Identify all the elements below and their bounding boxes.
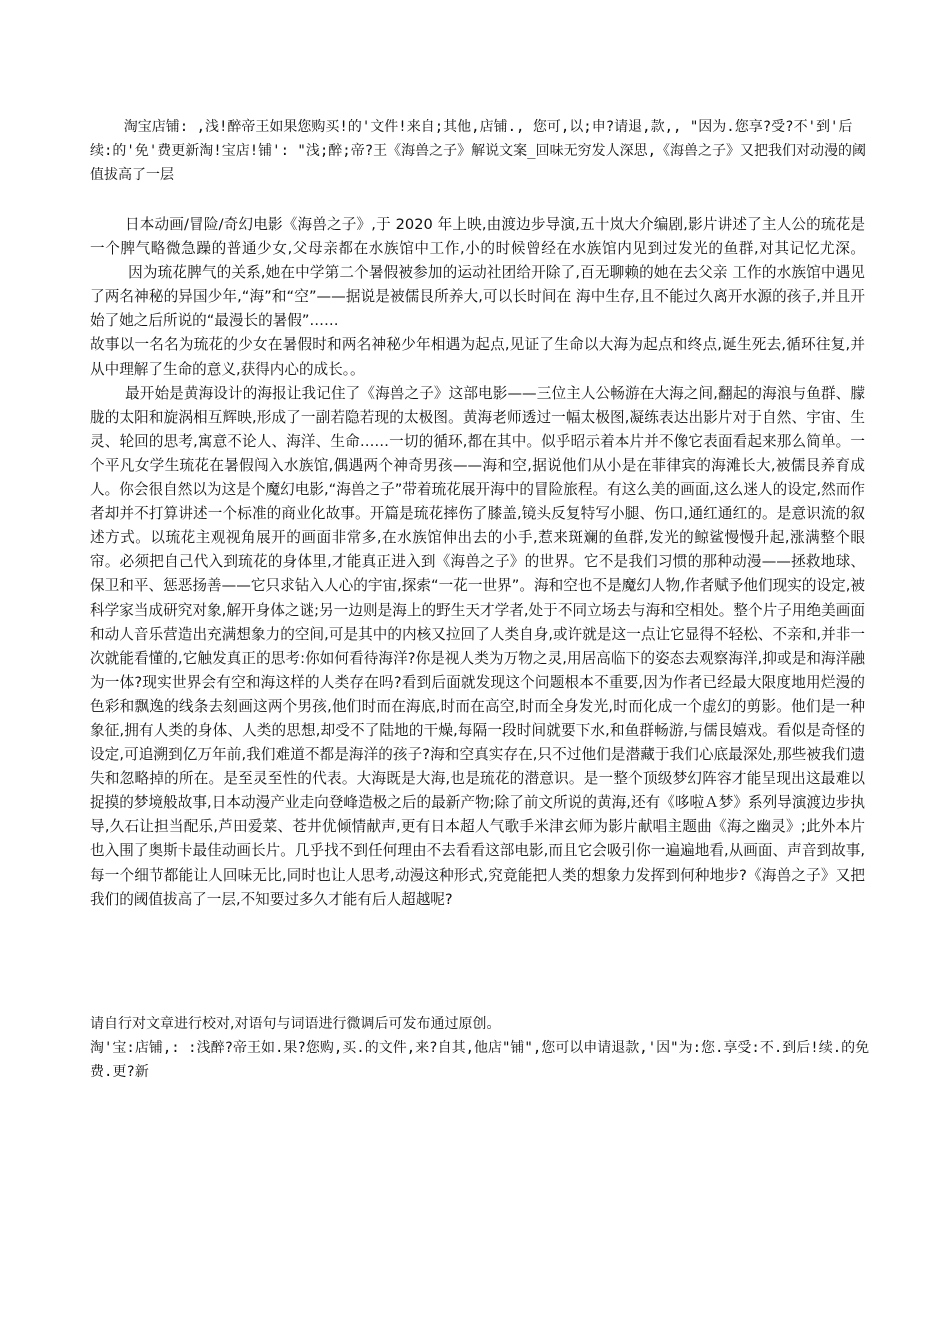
intro-summary: 故事以一名名为琉花的少女在暑假时和两名神秘少年相遇为起点,见证了生命以大海为起点和终点,诞生死去,循环往复,并从中理解了生命的意义,获得内心的成长。。 (90, 336, 865, 378)
proofread-note: 请自行对文章进行校对,对语句与词语进行微调后可发布通过原创。 (90, 1016, 501, 1032)
intro-sentence-a: 日本动画/冒险/奇幻电影《海兽之子》,于 2020 年上映,由渡边步导演,五十岚大介编剧,影片讲述了主人公的琉花是一个脾气略微急躁的普通少女,父母亲都在水族馆中工作,小的时候曾经在水族馆内见到过发光的鱼群,对其记忆尤深。 (90, 216, 865, 258)
article-body (90, 213, 865, 912)
intro-sentence-b: 因为琉花脾气的关系,她在中学第二个暑假被参加的运动社团给开除了,百无聊赖的她在去父亲 工作的水族馆中遇见了两名神秘的异国少年,“海”和“空”——据说是被儒艮所养大,可以长时间在 海中生存,且不能过久离开水源的孩子,并且开始了她之后所说的“最漫长的暑假”…… (90, 264, 865, 330)
review-paragraph: 最开始是黄海设计的海报让我记住了《海兽之子》这部电影——三位主人公畅游在大海之间,翻起的海浪与鱼群、朦胧的太阳和旋涡相互辉映,形成了一副若隐若现的太极图。黄海老师透过一幅太极图,凝练表达出影片对于自然、宇宙、生灵、轮回的思考,寓意不论人、海洋、生命……一切的循环,都在其中。似乎昭示着本片并不像它表面看起来那么简单。一个平凡女学生琉花在暑假闯入水族馆,偶遇两个神奇男孩——海和空,据说他们从小是在菲律宾的海滩长大,被儒艮养育成人。你会很自然以为这是个魔幻电影,“海兽之子”带着琉花展开海中的冒险旅程。有这么美的画面,这么迷人的设定,然而作者却并不打算讲述一个标准的商业化故事。开篇是琉花摔伤了膝盖,镜头反复特写小腿、伤口,通红通红的。是意识流的叙述方式。以琉花主观视角展开的画面非常多,在水族馆伸出去的小手,惹来斑斓的鱼群,发光的鲸鲨慢慢升起,涨满整个眼帘。必须把自己代入到琉花的身体里,才能真正进入到《海兽之子》的世界。它不是我们习惯的那种动漫——拯救地球、保卫和平、惩恶扬善——它只求钻入人心的宇宙,探索“一花一世界”。海和空也不是魔幻人物,作者赋予他们现实的设定,被科学家当成研究对象,解开身体之谜;另一边则是海上的野生天才学者,处于不同立场去与海和空相处。整个片子用绝美画面和动人音乐营造出充满想象力的空间,可是其中的内核又拉回了人类自身,或许就是这一点让它显得不轻松、不亲和,并非一次就能看懂的,它触发真正的思考:你如何看待海洋?你是视人类为万物之灵,用居高临下的姿态去观察海洋,抑或是和海洋融为一体?现实世界会有空和海这样的人类存在吗?看到后面就发现这个问题根本不重要,因为作者已经最大限度地用烂漫的色彩和飘逸的线条去刻画这两个男孩,他们时而在海底,时而在高空,时而全身发光,时而化成一个虚幻的剪影。他们是一种象征,拥有人类的身体、人类的思想,却受不了陆地的干燥,每隔一段时间就要下水,和鱼群畅游,与儒艮嬉戏。看似是奇怪的设定,可追溯到亿万年前,我们难道不都是海洋的孩子?海和空真实存在,只不过他们是潜藏于我们心底最深处,那些被我们遗失和忽略掉的所在。是至灵至性的代表。大海既是大海,也是琉花的潜意识。是一整个顶级梦幻阵容才能呈现出这最难以捉摸的梦境般故事,日本动漫产业走向登峰造极之后的最新产物;除了前文所说的黄海,还有《哆啦Ａ梦》系列导演渡边步执导,久石让担当配乐,芦田爱菜、苍井优倾情献声,更有日本超人气歌手米津玄师为影片献唱主题曲《海之幽灵》;此外本片也入围了奥斯卡最佳动画长片。几乎找不到任何理由不去看看这部电影,而且它会吸引你一遍遍地看,从画面、声音到故事,每一个细节都能让人回味无比,同时也让人思考,动漫这种形式,究竟能把人类的想象力发挥到何种地步?《海兽之子》又把我们的阈值拔高了一层,不知要过多久才能有后人超越呢? (90, 384, 865, 908)
header-text: 淘宝店铺: ,浅!醉帝王如果您购买!的'文件!来自;其他,店铺., 您可,以;申?请退,款,, "因为.您享?受?不'到'后续:的'免'费更新淘!宝店!铺': "浅;醉;帝?王《海兽之子》解说文案_回味无穷发人深思,《海兽之子》又把我们对动漫的阈值拔高了一层 (90, 119, 866, 183)
store-notice-footer: 淘'宝:店铺,: :浅醉?帝王如.果?您购,买.的文件,来?自其,他店"铺",您可以申请退款,'因"为:您.享受:不.到后!续.的免费.更?新 (90, 1040, 870, 1080)
store-notice-header (90, 91, 870, 211)
footer-notes (90, 1012, 875, 1084)
intro-paragraph (90, 213, 865, 333)
